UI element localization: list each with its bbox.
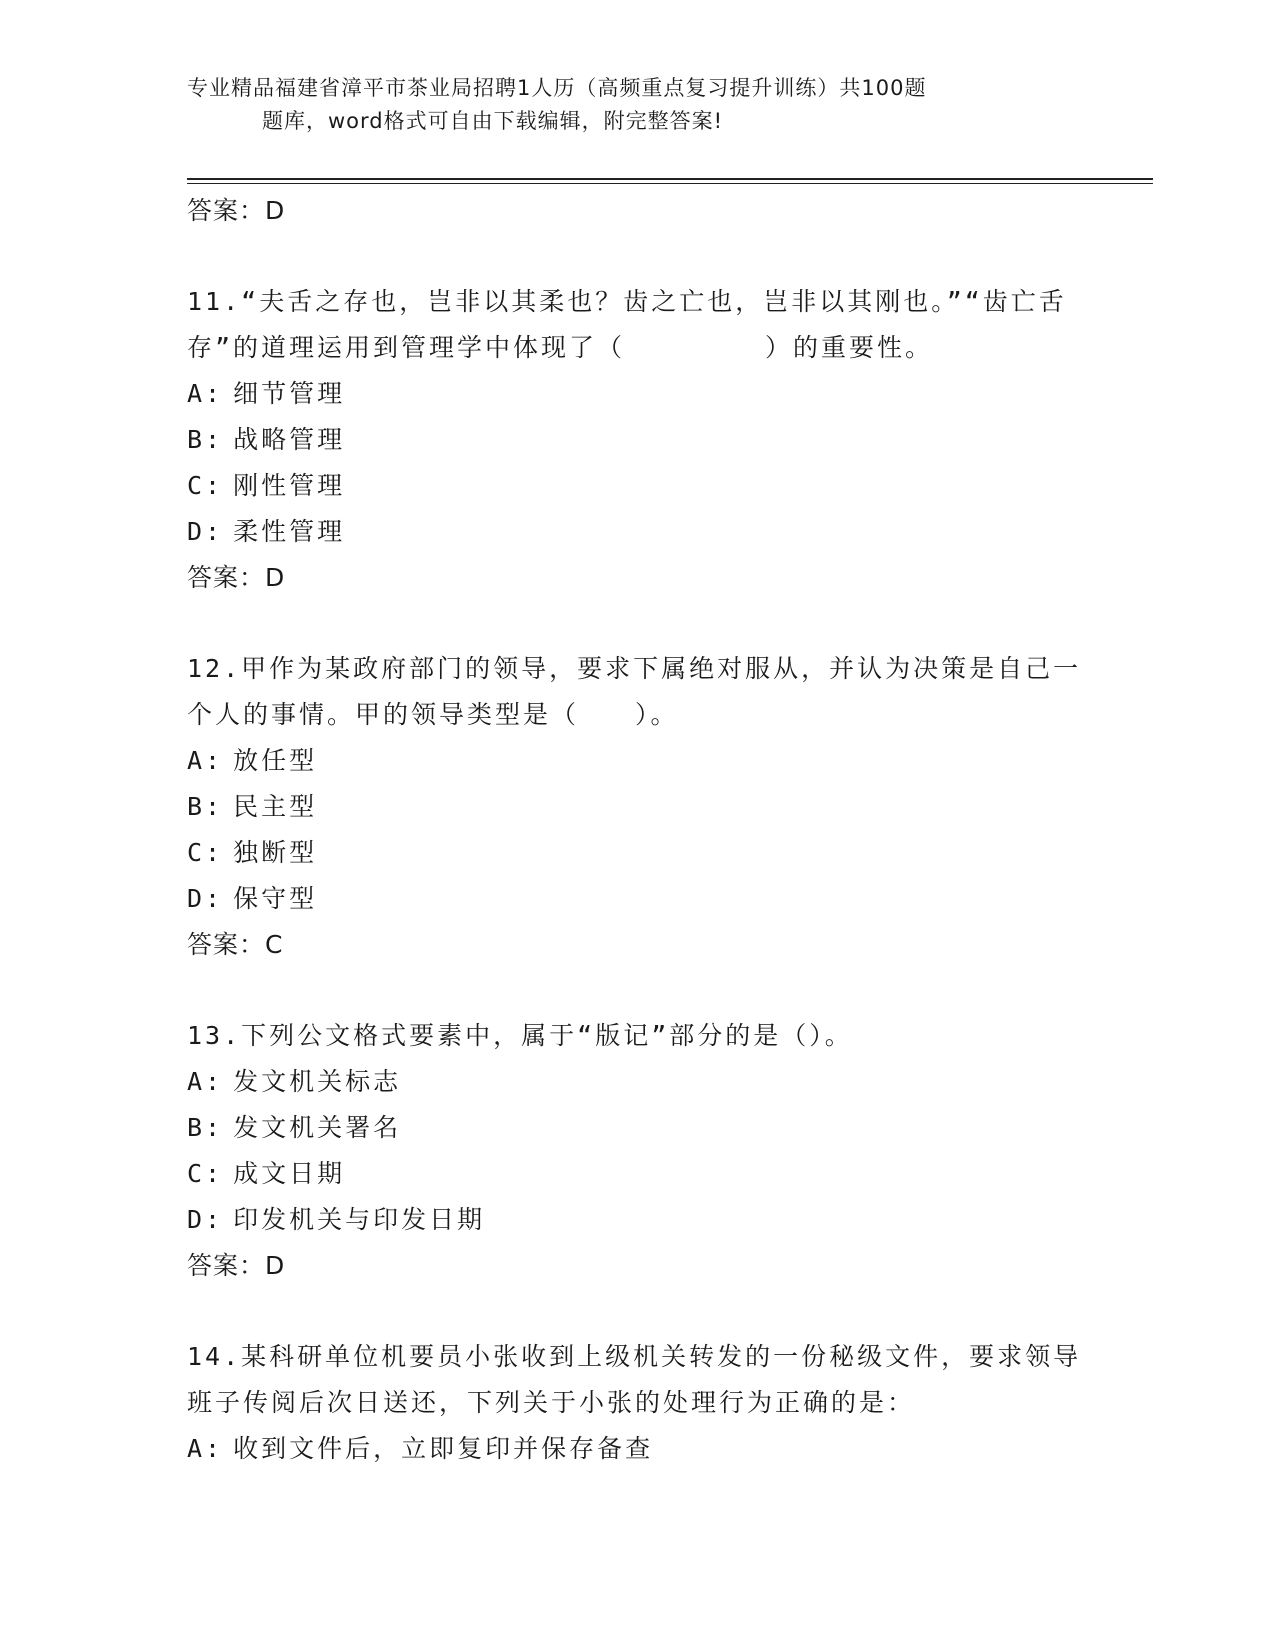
header-divider-thin [187, 183, 1153, 184]
question-block [187, 1334, 1087, 1472]
option-a [187, 1426, 1087, 1472]
option-key: A: [187, 746, 224, 775]
header-divider-thick [187, 178, 1153, 180]
option-key: A: [187, 1434, 224, 1463]
option-key: B: [187, 1113, 224, 1142]
option-text: 独断型 [233, 838, 318, 867]
option-b [187, 784, 1087, 830]
option-d [187, 876, 1087, 922]
option-c [187, 463, 1087, 509]
question-block [187, 1013, 1087, 1289]
answer-line: 答案：D [187, 563, 286, 592]
question-block [187, 279, 1087, 601]
option-text: 放任型 [233, 746, 318, 775]
answer-line: 答案：D [187, 196, 286, 225]
option-c [187, 1151, 1087, 1197]
option-key: A: [187, 1067, 224, 1096]
question-text: 12.甲作为某政府部门的领导，要求下属绝对服从，并认为决策是自己一个人的事情。甲的领导类型是（ ）。 [187, 654, 1082, 729]
option-b [187, 417, 1087, 463]
option-key: C: [187, 471, 224, 500]
option-d [187, 509, 1087, 555]
option-key: D: [187, 517, 224, 546]
option-c [187, 830, 1087, 876]
option-text: 印发机关与印发日期 [233, 1205, 486, 1234]
option-text: 民主型 [233, 792, 318, 821]
option-b [187, 1105, 1087, 1151]
header-title-line1: 专业精品福建省漳平市茶业局招聘1人历（高频重点复习提升训练）共100题 [187, 76, 927, 100]
option-key: C: [187, 838, 224, 867]
option-key: B: [187, 425, 224, 454]
option-key: B: [187, 792, 224, 821]
option-key: D: [187, 884, 224, 913]
question-text: 14.某科研单位机要员小张收到上级机关转发的一份秘级文件，要求领导班子传阅后次日送还，下列关于小张的处理行为正确的是： [187, 1342, 1082, 1417]
option-text: 细节管理 [233, 379, 346, 408]
option-text: 发文机关标志 [233, 1067, 402, 1096]
option-text: 发文机关署名 [233, 1113, 402, 1142]
question-list [187, 188, 1087, 1472]
answer-line: 答案：C [187, 930, 284, 959]
document-header [187, 72, 1047, 138]
option-text: 成文日期 [233, 1159, 346, 1188]
question-text: 11.“夫舌之存也，岂非以其柔也？齿之亡也，岂非以其刚也。”“齿亡舌存”的道理运用到管理学中体现了（ ）的重要性。 [187, 287, 1067, 362]
option-key: D: [187, 1205, 224, 1234]
option-text: 刚性管理 [233, 471, 346, 500]
option-key: A: [187, 379, 224, 408]
option-a [187, 1059, 1087, 1105]
option-text: 收到文件后，立即复印并保存备查 [233, 1434, 654, 1463]
question-text: 13.下列公文格式要素中，属于“版记”部分的是（）。 [187, 1021, 853, 1050]
option-text: 柔性管理 [233, 517, 346, 546]
option-d [187, 1197, 1087, 1243]
option-text: 保守型 [233, 884, 318, 913]
option-text: 战略管理 [233, 425, 346, 454]
option-key: C: [187, 1159, 224, 1188]
option-a [187, 371, 1087, 417]
answer-line: 答案：D [187, 1251, 286, 1280]
option-a [187, 738, 1087, 784]
question-block [187, 646, 1087, 968]
header-title-line2: 题库，word格式可自由下载编辑，附完整答案! [262, 109, 724, 133]
